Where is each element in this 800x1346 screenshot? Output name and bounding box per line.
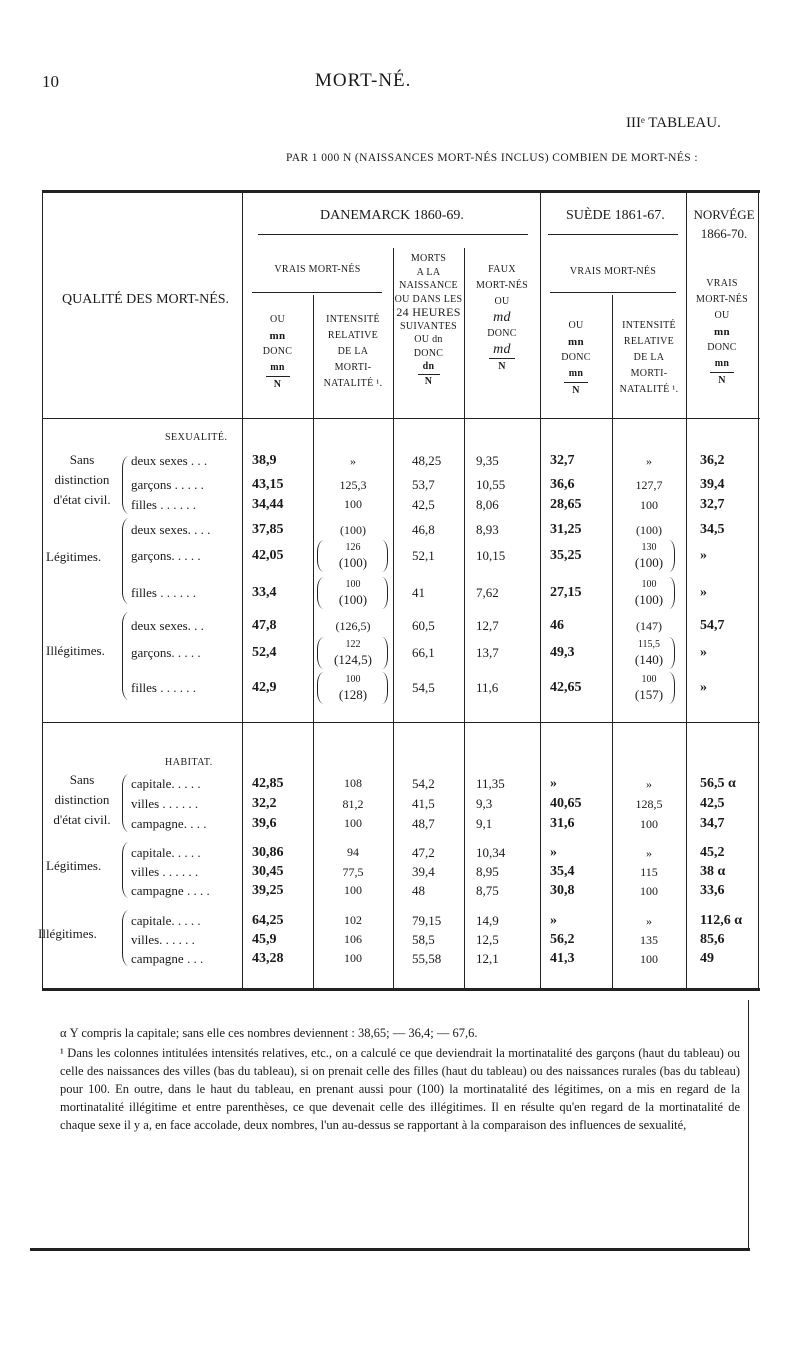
se-true-stillbirths: 41,3 [550, 951, 575, 966]
etat-civil-label: d'état civil. [53, 492, 111, 507]
dk-relative-intensity: 94 [347, 845, 359, 859]
dk-false-stillbirths: 10,15 [476, 548, 506, 563]
dk-true-stillbirths: 39,6 [252, 816, 277, 831]
donc-label: DONC [413, 347, 444, 359]
dk-relative-intensity: 77,5 [342, 865, 364, 879]
se-vrais-header: VRAIS MORT-NÉS [569, 266, 657, 277]
n-denominator: N [572, 385, 580, 396]
relative-label: RELATIVE [623, 336, 675, 347]
no-true-stillbirths: » [700, 645, 707, 660]
no-true-stillbirths: 34,7 [700, 816, 725, 831]
de-la-label: DE LA [633, 352, 665, 363]
no-true-stillbirths: 42,5 [700, 796, 725, 811]
dk-vrais-header: VRAIS MORT-NÉS [274, 264, 361, 275]
se-relative-intensity: » [646, 914, 652, 928]
se-relative-intensity-sex: 100 [641, 674, 657, 685]
se-true-stillbirths: 42,65 [550, 680, 582, 695]
dk-relative-intensity: 102 [344, 913, 362, 927]
intensite-label: INTENSITÉ [326, 314, 380, 325]
dk-intensity-header [313, 312, 393, 392]
sans-label: Sans [69, 452, 95, 467]
row-label: filles . . . . . . [131, 497, 196, 512]
dk-relative-intensity: 100 [344, 816, 362, 830]
donc-label: DONC [262, 346, 293, 357]
se-relative-intensity: (147) [636, 619, 662, 633]
dk-dead-at-birth: 54,5 [412, 680, 435, 695]
dk-false-stillbirths: 14,9 [476, 913, 499, 928]
se-true-stillbirths: 28,65 [550, 497, 582, 512]
dk-dead-at-birth: 39,4 [412, 864, 435, 879]
vrais-label: VRAIS [706, 278, 738, 289]
se-true-stillbirths: 46 [550, 618, 564, 633]
se-relative-intensity-civil: (100) [634, 592, 664, 607]
mn-numerator: mn [564, 366, 588, 383]
suede-header: SUÈDE 1861-67. [566, 208, 665, 223]
dk-false-stillbirths: 12,5 [476, 932, 499, 947]
dk-true-stillbirths: 42,05 [252, 548, 284, 563]
dk-false-stillbirths: 8,93 [476, 522, 499, 537]
faux-label: FAUX [488, 264, 516, 275]
dk-dead-at-birth: 48,7 [412, 816, 435, 831]
brace [122, 612, 130, 700]
dk-false-stillbirths: 11,35 [476, 776, 505, 791]
n-denominator: N [273, 379, 282, 390]
dk-dead-at-birth: 60,5 [412, 618, 435, 633]
table-subtitle: PAR 1 000 N (NAISSANCES MORT-NÉS INCLUS) COMBIEN DE MORT-NÉS : [286, 152, 698, 164]
row-label: capitale. . . . . [131, 776, 201, 791]
se-true-stillbirths: 35,4 [550, 864, 575, 879]
table-right-border [758, 190, 759, 990]
row-label: filles . . . . . . [131, 585, 196, 600]
se-relative-intensity: (100) [636, 523, 662, 537]
dk-true-stillbirths: 33,4 [252, 585, 277, 600]
dk-true-stillbirths: 32,2 [252, 796, 277, 811]
dk-false-stillbirths: 10,55 [476, 477, 506, 492]
row-label: campagne . . . . [131, 883, 210, 898]
se-vrais-underline [550, 292, 676, 293]
dk-relative-intensity: 125,3 [339, 478, 367, 492]
ou-label: OU [714, 310, 730, 321]
page-number: 10 [42, 72, 59, 91]
dk-dead-at-birth: 48 [412, 883, 425, 898]
col-divider [242, 190, 243, 988]
dk-true-stillbirths: 30,86 [252, 845, 284, 860]
se-relative-intensity: 100 [640, 817, 658, 831]
dk-relative-intensity: » [350, 454, 356, 468]
n-denominator: N [498, 361, 506, 372]
dk-true-stillbirths: 30,45 [252, 864, 284, 879]
group-illegitimes: Illégitimes. [46, 643, 105, 658]
a-la-label: A LA [416, 266, 441, 278]
dk-relative-intensity: (100) [340, 523, 366, 537]
dk-dead-at-birth: 53,7 [412, 477, 435, 492]
dk-relative-intensity-sex: 100 [345, 674, 361, 685]
row-label: villes . . . . . . [131, 864, 199, 879]
no-true-stillbirths: » [700, 548, 707, 563]
no-true-stillbirths: 54,7 [700, 618, 725, 633]
dk-dead-at-birth: 58,5 [412, 932, 435, 947]
dk-relative-intensity-civil: (128) [338, 687, 368, 702]
no-true-stillbirths: 36,2 [700, 453, 725, 468]
dk-dead-at-birth: 42,5 [412, 497, 435, 512]
suede-underline [548, 234, 678, 235]
se-true-stillbirths: 35,25 [550, 548, 582, 563]
dk-dead-at-birth: 52,1 [412, 548, 435, 563]
row-label: campagne . . . [131, 951, 204, 966]
no-true-stillbirths: 49 [700, 951, 714, 966]
dk-false-stillbirths: 9,3 [476, 796, 493, 811]
brace [317, 672, 325, 704]
no-true-stillbirths: 45,2 [700, 845, 725, 860]
dk-true-stillbirths: 64,25 [252, 913, 284, 928]
dk-false-stillbirths: 8,75 [476, 883, 499, 898]
table-left-border [42, 190, 43, 990]
danemark-header: DANEMARCK 1860-69. [320, 208, 464, 223]
table-bottom-rule [42, 988, 760, 991]
dk-vrais-underline [252, 292, 382, 293]
relative-label: RELATIVE [327, 330, 379, 341]
suivantes-label: SUIVANTES [400, 320, 457, 332]
mn-numerator: mn [266, 360, 290, 377]
brace [122, 910, 130, 966]
dk-relative-intensity: 106 [344, 932, 362, 946]
dk-relative-intensity: 100 [344, 951, 362, 965]
row-label: capitale. . . . . [131, 913, 201, 928]
dn-numerator: dn [418, 360, 440, 375]
se-relative-intensity: » [646, 454, 652, 468]
no-true-stillbirths: 56,5 α [700, 776, 736, 791]
se-true-stillbirths: » [550, 845, 557, 860]
section-sexualite: SEXUALITÉ. [165, 432, 228, 443]
ou-label: OU [494, 296, 510, 307]
no-true-stillbirths: 32,7 [700, 497, 725, 512]
dk-mn-header [242, 312, 313, 393]
se-true-stillbirths: 56,2 [550, 932, 575, 947]
se-relative-intensity: 100 [640, 952, 658, 966]
group-legitimes: Légitimes. [46, 549, 102, 564]
se-true-stillbirths: » [550, 913, 557, 928]
dk-dead-at-birth: 41 [412, 585, 425, 600]
se-relative-intensity: » [646, 846, 652, 860]
se-relative-intensity-sex: 100 [641, 579, 657, 590]
dk-relative-intensity: 100 [344, 883, 362, 897]
se-relative-intensity-civil: (140) [634, 652, 664, 667]
se-relative-intensity: 100 [640, 498, 658, 512]
donc-label: DONC [561, 352, 591, 363]
se-relative-intensity: 127,7 [635, 478, 663, 492]
mn-numerator: mn [710, 356, 734, 373]
de-la-label: DE LA [337, 346, 369, 357]
dk-relative-intensity: 100 [344, 497, 362, 511]
morti-label: MORTI- [630, 368, 668, 379]
dk-false-stillbirths: 12,1 [476, 951, 499, 966]
dk-true-stillbirths: 34,44 [252, 497, 284, 512]
se-true-stillbirths: 32,7 [550, 453, 575, 468]
dk-false-stillbirths: 9,35 [476, 453, 499, 468]
danemark-underline [258, 234, 528, 235]
dk-false-stillbirths: 12,7 [476, 618, 499, 633]
dk-md-header [464, 262, 540, 375]
dk-true-stillbirths: 38,9 [252, 453, 277, 468]
group-sans-distinction [36, 770, 128, 830]
norvege-header: NORVÉGE 1866-70. [693, 207, 755, 241]
naissance-label: NAISSANCE [399, 280, 458, 291]
se-true-stillbirths: 40,65 [550, 796, 582, 811]
intensite-label: INTENSITÉ [622, 320, 676, 331]
dk-dead-at-birth: 46,8 [412, 522, 435, 537]
morts-label: MORTS [410, 253, 447, 264]
row-label: deux sexes. . . . [131, 522, 211, 537]
no-true-stillbirths: 112,6 α [700, 913, 743, 928]
dk-relative-intensity-sex: 100 [345, 579, 361, 590]
section-habitat: HABITAT. [165, 757, 213, 768]
dk-dead-at-birth: 48,25 [412, 453, 442, 468]
dk-true-stillbirths: 37,85 [252, 522, 284, 537]
dk-dn-header [393, 252, 464, 388]
dk-dead-at-birth: 54,2 [412, 776, 435, 791]
footnote-alpha: α Y compris la capitale; sans elle ces nombres deviennent : 38,65; — 36,4; — 67,6. [60, 1026, 478, 1040]
dk-false-stillbirths: 10,34 [476, 845, 506, 860]
heures-label: 24 HEURES [396, 305, 461, 319]
dk-dead-at-birth: 55,58 [412, 951, 442, 966]
row-label: garçons . . . . . [131, 477, 204, 492]
se-relative-intensity: 115 [640, 865, 658, 879]
dk-false-stillbirths: 8,06 [476, 497, 499, 512]
se-true-stillbirths: 31,25 [550, 522, 582, 537]
quality-header: QUALITÉ DES MORT-NÉS. [62, 292, 230, 307]
se-relative-intensity-sex: 130 [641, 542, 657, 553]
dk-dead-at-birth: 41,5 [412, 796, 435, 811]
dk-dead-at-birth: 79,15 [412, 913, 442, 928]
running-title: MORT-NÉ. [315, 70, 412, 91]
dk-dead-at-birth: 66,1 [412, 645, 435, 660]
footnote-one: ¹ Dans les colonnes intitulées intensités relatives, etc., on a calculé ce que deviendrait la mortinatalité des garçons (haut du tableau) ou celle des naissances des villes (bas du tableau), si on prenait celle des filles (haut du tableau) ou des naissances rurales (bas du tableau) pour 100. En outre, dans le haut du tableau, en prenant aussi pour (100) la mortinatalité des légitimes, on a mis en regard de la mortinatalité illégitime et entre parenthèses, ce que devenait celle des illégitimes. Il en résulte qu'en regard de la mortinatalité de chaque sexe il y a, en face accolade, deux nombres, l'un au-dessus se rapportant à la comparaison des influences de sexualité, [60, 1046, 740, 1132]
mort-nes-label: MORT-NÉS [476, 280, 528, 291]
table-top-rule [42, 190, 760, 193]
dk-false-stillbirths: 8,95 [476, 864, 499, 879]
brace [122, 842, 130, 898]
md-label: md [493, 310, 511, 325]
no-true-stillbirths: 38 α [700, 864, 726, 879]
brace [317, 540, 325, 572]
sans-label: Sans [69, 772, 95, 787]
se-true-stillbirths: » [550, 776, 557, 791]
mn-label: mn [269, 330, 286, 342]
dk-relative-intensity-civil: (124,5) [334, 652, 372, 667]
footnote-bottom-rule [30, 1248, 750, 1251]
no-true-stillbirths: » [700, 585, 707, 600]
se-true-stillbirths: 31,6 [550, 816, 575, 831]
brace [317, 637, 325, 669]
col-divider [540, 190, 541, 988]
n-denominator: N [718, 375, 726, 386]
ou-dans-les-label: OU DANS LES [394, 293, 463, 305]
donc-label: DONC [487, 328, 517, 339]
se-true-stillbirths: 27,15 [550, 585, 582, 600]
dk-true-stillbirths: 42,9 [252, 680, 277, 695]
brace [317, 577, 325, 609]
se-relative-intensity-civil: (157) [634, 687, 664, 702]
group-legitimes: Légitimes. [46, 858, 102, 873]
dk-relative-intensity-sex: 122 [345, 639, 361, 650]
natalite-label: NATALITÉ ¹. [323, 378, 383, 389]
se-true-stillbirths: 30,8 [550, 883, 575, 898]
dk-false-stillbirths: 11,6 [476, 680, 499, 695]
se-true-stillbirths: 49,3 [550, 645, 575, 660]
morti-label: MORTI- [334, 362, 372, 373]
se-true-stillbirths: 36,6 [550, 477, 575, 492]
brace [122, 456, 130, 514]
dk-relative-intensity-sex: 126 [345, 542, 361, 553]
dk-dead-at-birth: 47,2 [412, 845, 435, 860]
dk-true-stillbirths: 52,4 [252, 645, 277, 660]
etat-civil-label: d'état civil. [53, 812, 111, 827]
se-relative-intensity: 128,5 [635, 797, 663, 811]
mort-nes-label: MORT-NÉS [696, 294, 748, 305]
ou-dn-label: OU dn [414, 334, 443, 345]
dk-false-stillbirths: 9,1 [476, 816, 493, 831]
dk-false-stillbirths: 7,62 [476, 585, 499, 600]
dk-true-stillbirths: 45,9 [252, 932, 277, 947]
se-intensity-header [612, 318, 686, 398]
row-label: villes . . . . . . [131, 796, 199, 811]
dk-relative-intensity-civil: (100) [338, 592, 368, 607]
dk-true-stillbirths: 43,28 [252, 951, 284, 966]
n-denominator: N [424, 375, 433, 387]
no-true-stillbirths: 33,6 [700, 883, 725, 898]
no-true-stillbirths: 85,6 [700, 932, 725, 947]
group-illegitimes: Illégitimes. [38, 926, 97, 941]
dk-true-stillbirths: 39,25 [252, 883, 284, 898]
dk-relative-intensity-civil: (100) [338, 555, 368, 570]
mn-label: mn [714, 326, 730, 338]
mn-label: mn [568, 336, 584, 348]
row-label: garçons. . . . . [131, 645, 201, 660]
donc-label: DONC [707, 342, 737, 353]
dk-relative-intensity: (126,5) [335, 619, 371, 633]
row-label: capitale. . . . . [131, 845, 201, 860]
ou-label: OU [568, 320, 584, 331]
footnote-right-border [748, 1000, 749, 1250]
row-label: deux sexes . . . [131, 453, 208, 468]
row-label: villes. . . . . . [131, 932, 195, 947]
no-true-stillbirths: » [700, 680, 707, 695]
no-true-stillbirths: 34,5 [700, 522, 725, 537]
se-mn-header [540, 318, 612, 399]
table-label: IIIᵉ TABLEAU. [626, 115, 721, 131]
row-label: deux sexes. . . [131, 618, 204, 633]
brace [122, 774, 130, 832]
ou-label: OU [269, 314, 286, 325]
header-bottom-rule [42, 418, 760, 419]
distinction-label: distinction [54, 472, 110, 487]
dk-relative-intensity: 81,2 [342, 797, 364, 811]
brace [122, 518, 130, 604]
se-relative-intensity: » [646, 777, 652, 791]
md-numerator: md [489, 342, 515, 359]
se-relative-intensity-sex: 115,5 [637, 639, 661, 650]
dk-true-stillbirths: 42,85 [252, 776, 284, 791]
se-relative-intensity: 135 [640, 933, 658, 947]
se-relative-intensity-civil: (100) [634, 555, 664, 570]
dk-relative-intensity: 108 [344, 776, 362, 790]
natalite-label: NATALITÉ ¹. [619, 384, 679, 395]
dk-true-stillbirths: 47,8 [252, 618, 277, 633]
dk-false-stillbirths: 13,7 [476, 645, 499, 660]
dk-true-stillbirths: 43,15 [252, 477, 284, 492]
no-true-stillbirths: 39,4 [700, 477, 725, 492]
group-sans-distinction [36, 450, 128, 510]
row-label: garçons. . . . . [131, 548, 201, 563]
se-relative-intensity: 100 [640, 884, 658, 898]
section-divider-rule [42, 722, 760, 723]
row-label: campagne. . . . [131, 816, 207, 831]
distinction-label: distinction [54, 792, 110, 807]
no-mn-header [686, 276, 758, 389]
row-label: filles . . . . . . [131, 680, 196, 695]
